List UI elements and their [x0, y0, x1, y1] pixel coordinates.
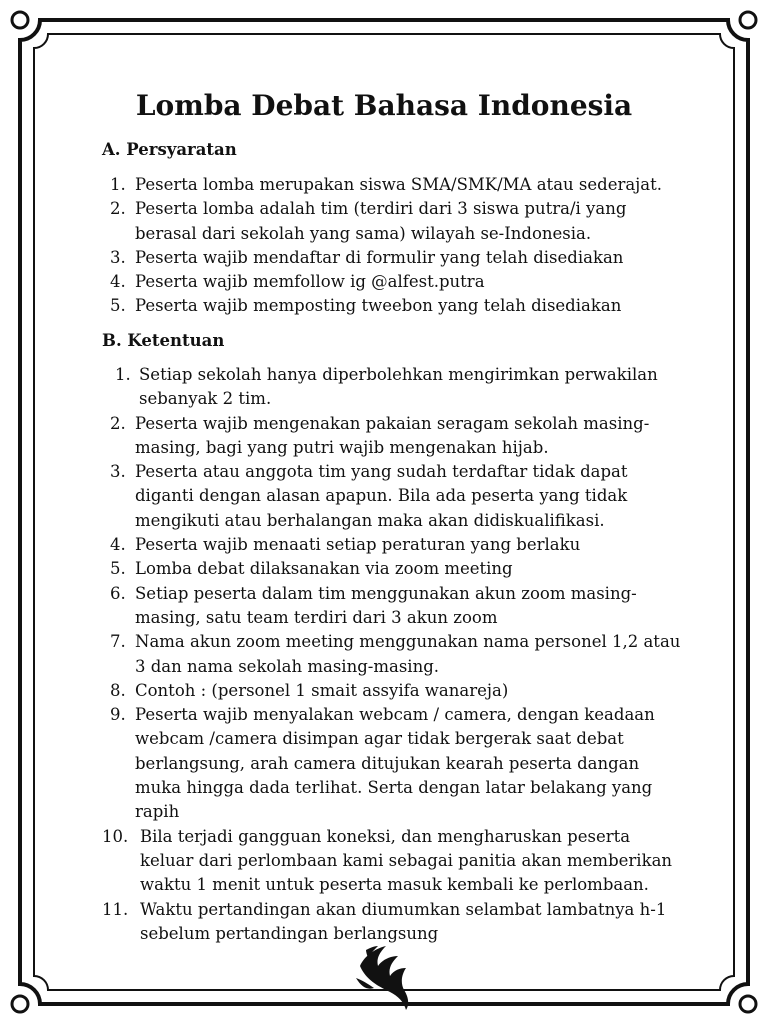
rule-item-text: Contoh : (personel 1 smait assyifa wanareja) [135, 680, 509, 700]
rule-item-number: 4. [110, 535, 126, 555]
page-title: Lomba Debat Bahasa Indonesia [135, 89, 633, 122]
rule-item-text: Peserta wajib menyalakan webcam / camera, dengan keadaan webcam /camera disimpan agar tidak bergerak saat debat berlangsung, arah camera ditujukan kearah peserta dangan muka hingga dada terlihat. Serta dengan latar belakang yang rapih [135, 705, 655, 822]
requirements-list [102, 173, 682, 319]
requirement-item-text: Peserta wajib memposting tweebon yang telah disediakan [135, 296, 622, 316]
rule-item-number: 7. [110, 632, 126, 652]
rule-item [102, 825, 682, 898]
requirement-item-text: Peserta lomba merupakan siswa SMA/SMK/MA atau sederajat. [135, 175, 663, 194]
rule-item-number: 8. [110, 680, 126, 700]
rule-item-number: 6. [110, 583, 126, 603]
rule-item-number: 9. [110, 705, 126, 725]
rule-item-text: Waktu pertandingan akan diumumkan selambat lambatnya h-1 sebelum pertandingan berlangsung [140, 899, 667, 943]
requirement-item-text: Peserta wajib memfollow ig @alfest.putra [135, 272, 485, 292]
rule-item-number: 1. [115, 365, 131, 384]
requirement-item [102, 173, 682, 197]
requirement-item-number: 3. [110, 247, 126, 267]
rule-item-number: 5. [110, 559, 126, 579]
rule-item-number: 3. [110, 462, 126, 482]
section-heading-ketentuan: B. Ketentuan [102, 331, 225, 350]
requirement-item [102, 270, 682, 294]
section-heading-persyaratan: A. Persyaratan [102, 140, 237, 159]
rule-item [102, 533, 682, 557]
rule-item [102, 557, 682, 581]
rule-item-text: Peserta wajib menaati setiap peraturan yang berlaku [135, 535, 581, 555]
requirement-item [102, 294, 682, 318]
rule-item [102, 363, 682, 412]
rule-item [102, 582, 682, 631]
rule-item [102, 630, 682, 679]
rule-item-text: Bila terjadi gangguan koneksi, dan mengharuskan peserta keluar dari perlombaan kami sebagai panitia akan memberikan waktu 1 menit untuk peserta masuk kembali ke perlombaan. [140, 826, 673, 895]
rule-item-text: Lomba debat dilaksanakan via zoom meeting [135, 559, 513, 579]
rules-list [102, 363, 682, 946]
rule-item [102, 679, 682, 703]
requirement-item [102, 197, 682, 246]
requirement-item [102, 246, 682, 270]
rule-item-text: Setiap sekolah hanya diperbolehkan mengirimkan perwakilan sebanyak 2 tim. [139, 365, 658, 409]
rule-item-text: Setiap peserta dalam tim menggunakan akun zoom masing-masing, satu team terdiri dari 3 akun zoom [135, 583, 637, 627]
requirement-item-number: 1. [110, 175, 126, 194]
rule-item-number: 10. [102, 826, 129, 846]
rule-item-number: 11. [102, 899, 129, 919]
rule-item-text: Peserta wajib mengenakan pakaian seragam sekolah masing-masing, bagi yang putri wajib mengenakan hijab. [135, 413, 650, 457]
requirement-item-number: 5. [110, 296, 126, 316]
requirement-item-number: 4. [110, 272, 126, 292]
requirement-item-text: Peserta wajib mendaftar di formulir yang telah disediakan [135, 247, 624, 267]
rule-item-number: 2. [110, 413, 126, 433]
rule-item [102, 703, 682, 824]
feather-ornament-icon [352, 938, 416, 1012]
rule-item-text: Peserta atau anggota tim yang sudah terdaftar tidak dapat diganti dengan alasan apapun. Bila ada peserta yang tidak mengikuti atau berhalangan maka akan didiskualifikasi. [135, 462, 628, 530]
rule-item-text: Nama akun zoom meeting menggunakan nama personel 1,2 atau 3 dan nama sekolah masing-masing. [135, 632, 681, 676]
rule-item [102, 460, 682, 533]
requirement-item-text: Peserta lomba adalah tim (terdiri dari 3 siswa putra/i yang berasal dari sekolah yang sama) wilayah se-Indonesia. [135, 199, 627, 243]
requirement-item-number: 2. [110, 199, 126, 219]
rule-item [102, 412, 682, 461]
